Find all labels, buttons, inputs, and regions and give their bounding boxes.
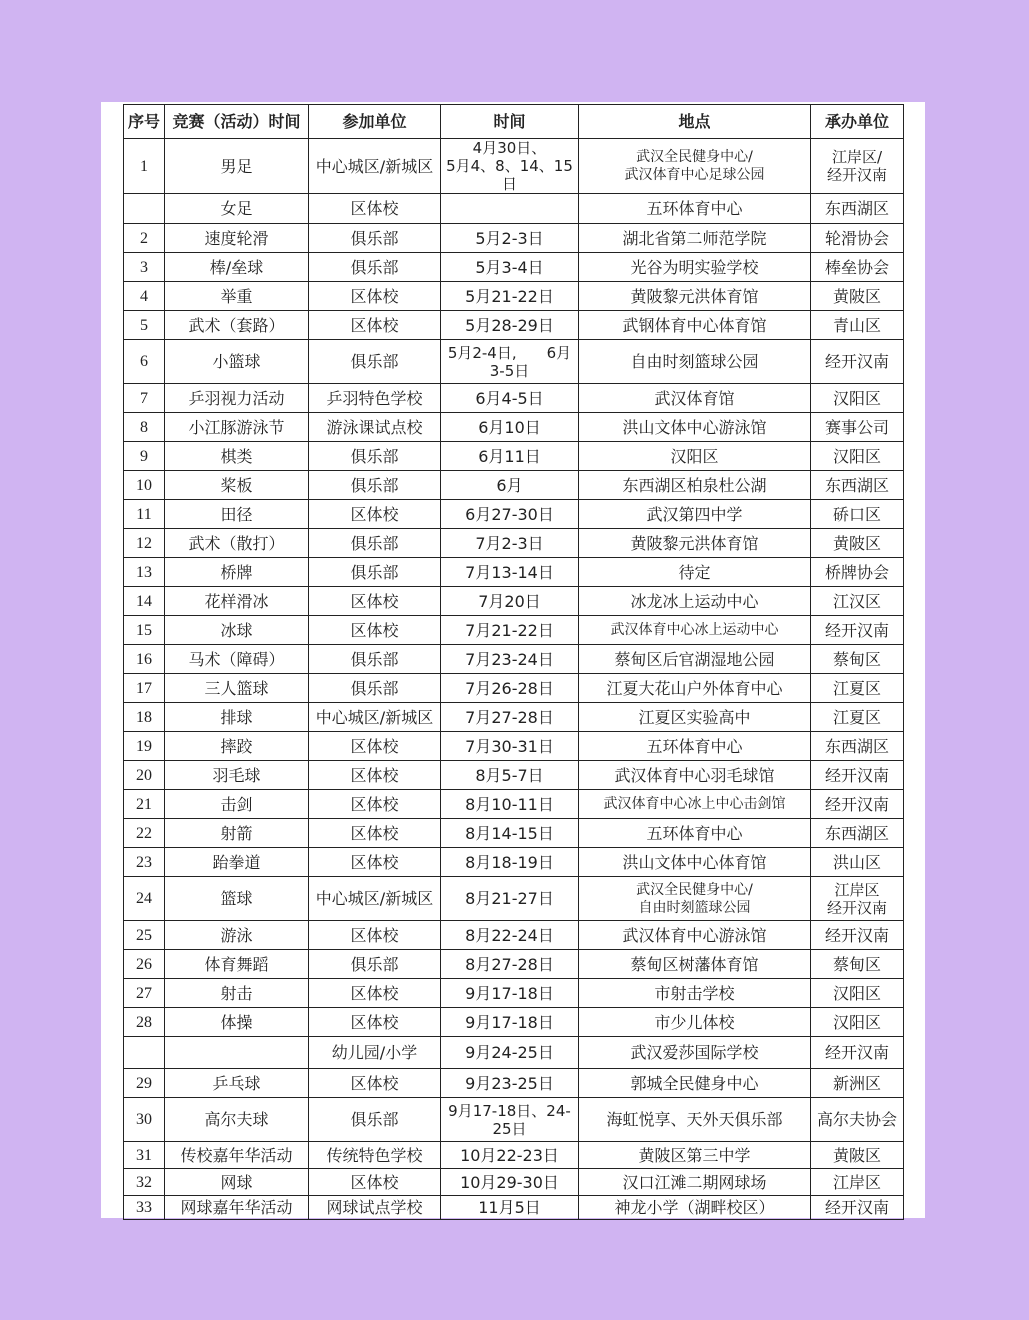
cell-place: 江夏大花山户外体育中心 <box>579 674 811 703</box>
cell-index: 4 <box>124 282 165 311</box>
cell-index: 20 <box>124 761 165 790</box>
cell-event: 体操 <box>165 1008 309 1037</box>
cell-index: 7 <box>124 384 165 413</box>
cell-event: 女足 <box>165 194 309 224</box>
cell-host: 江岸区 <box>811 1169 904 1196</box>
cell-index: 11 <box>124 500 165 529</box>
competition-schedule-table <box>123 104 904 1220</box>
cell-host: 轮滑协会 <box>811 224 904 253</box>
cell-host: 江夏区 <box>811 674 904 703</box>
table-row <box>124 732 904 761</box>
cell-event: 田径 <box>165 500 309 529</box>
cell-place: 东西湖区柏泉杜公湖 <box>579 471 811 500</box>
cell-unit: 传统特色学校 <box>309 1142 441 1169</box>
cell-index: 27 <box>124 979 165 1008</box>
cell-place: 武汉体育中心羽毛球馆 <box>579 761 811 790</box>
cell-unit: 区体校 <box>309 1169 441 1196</box>
cell-index: 14 <box>124 587 165 616</box>
cell-time: 6月11日 <box>441 442 579 471</box>
cell-unit: 区体校 <box>309 790 441 819</box>
cell-host: 桥牌协会 <box>811 558 904 587</box>
cell-index: 9 <box>124 442 165 471</box>
cell-time: 7月23-24日 <box>441 645 579 674</box>
table-row <box>124 558 904 587</box>
cell-host: 蔡甸区 <box>811 950 904 979</box>
cell-unit: 乒羽特色学校 <box>309 384 441 413</box>
cell-time: 5月2-3日 <box>441 224 579 253</box>
cell-time: 8月14-15日 <box>441 819 579 848</box>
cell-host: 洪山区 <box>811 848 904 877</box>
cell-event: 击剑 <box>165 790 309 819</box>
cell-unit: 俱乐部 <box>309 674 441 703</box>
cell-place: 五环体育中心 <box>579 194 811 224</box>
cell-event: 棋类 <box>165 442 309 471</box>
cell-index: 8 <box>124 413 165 442</box>
cell-event: 摔跤 <box>165 732 309 761</box>
table-row <box>124 616 904 645</box>
cell-host: 东西湖区 <box>811 819 904 848</box>
table-row <box>124 819 904 848</box>
cell-unit: 俱乐部 <box>309 224 441 253</box>
cell-place: 蔡甸区树藩体育馆 <box>579 950 811 979</box>
table-row <box>124 529 904 558</box>
cell-time: 5月21-22日 <box>441 282 579 311</box>
table-row <box>124 1098 904 1142</box>
cell-unit: 俱乐部 <box>309 1098 441 1142</box>
cell-time: 10月29-30日 <box>441 1169 579 1196</box>
cell-place: 武汉体育中心冰上中心击剑馆 <box>579 790 811 819</box>
table-row <box>124 848 904 877</box>
cell-unit: 区体校 <box>309 1069 441 1098</box>
table-row <box>124 950 904 979</box>
table-row <box>124 674 904 703</box>
cell-place: 神龙小学（湖畔校区） <box>579 1196 811 1220</box>
cell-place: 五环体育中心 <box>579 819 811 848</box>
cell-index: 24 <box>124 877 165 921</box>
cell-event: 三人篮球 <box>165 674 309 703</box>
table-row <box>124 1142 904 1169</box>
cell-index: 23 <box>124 848 165 877</box>
cell-place: 武汉全民健身中心/ 自由时刻篮球公园 <box>579 877 811 921</box>
cell-event: 体育舞蹈 <box>165 950 309 979</box>
cell-place: 冰龙冰上运动中心 <box>579 587 811 616</box>
cell-unit: 区体校 <box>309 616 441 645</box>
table-row <box>124 877 904 921</box>
cell-time: 9月23-25日 <box>441 1069 579 1098</box>
cell-host: 青山区 <box>811 311 904 340</box>
cell-event: 桨板 <box>165 471 309 500</box>
table-row <box>124 224 904 253</box>
cell-index: 10 <box>124 471 165 500</box>
cell-time: 8月10-11日 <box>441 790 579 819</box>
cell-place: 待定 <box>579 558 811 587</box>
cell-host: 高尔夫协会 <box>811 1098 904 1142</box>
cell-host: 赛事公司 <box>811 413 904 442</box>
table-row <box>124 1008 904 1037</box>
cell-unit: 中心城区/新城区 <box>309 139 441 194</box>
table-row <box>124 1169 904 1196</box>
cell-time: 5月3-4日 <box>441 253 579 282</box>
cell-event: 跆拳道 <box>165 848 309 877</box>
cell-unit: 区体校 <box>309 1008 441 1037</box>
cell-unit: 区体校 <box>309 500 441 529</box>
cell-event: 马术（障碍） <box>165 645 309 674</box>
cell-event: 冰球 <box>165 616 309 645</box>
cell-event: 花样滑冰 <box>165 587 309 616</box>
cell-host: 经开汉南 <box>811 790 904 819</box>
table-row <box>124 500 904 529</box>
cell-unit: 游泳课试点校 <box>309 413 441 442</box>
table-row <box>124 282 904 311</box>
cell-host: 蔡甸区 <box>811 645 904 674</box>
cell-unit: 俱乐部 <box>309 529 441 558</box>
cell-event: 桥牌 <box>165 558 309 587</box>
cell-unit: 俱乐部 <box>309 253 441 282</box>
cell-time: 9月24-25日 <box>441 1037 579 1069</box>
cell-unit: 俱乐部 <box>309 558 441 587</box>
cell-place: 洪山文体中心体育馆 <box>579 848 811 877</box>
cell-event: 传校嘉年华活动 <box>165 1142 309 1169</box>
cell-time: 9月17-18日、24- 25日 <box>441 1098 579 1142</box>
cell-index: 31 <box>124 1142 165 1169</box>
cell-time: 7月13-14日 <box>441 558 579 587</box>
cell-place: 蔡甸区后官湖湿地公园 <box>579 645 811 674</box>
cell-event: 男足 <box>165 139 309 194</box>
cell-host: 江汉区 <box>811 587 904 616</box>
cell-host: 经开汉南 <box>811 616 904 645</box>
cell-unit: 中心城区/新城区 <box>309 703 441 732</box>
cell-place: 武钢体育中心体育馆 <box>579 311 811 340</box>
document-sheet <box>101 102 925 1218</box>
cell-index <box>124 1037 165 1069</box>
cell-place: 市射击学校 <box>579 979 811 1008</box>
cell-index: 26 <box>124 950 165 979</box>
cell-time: 8月22-24日 <box>441 921 579 950</box>
cell-place: 五环体育中心 <box>579 732 811 761</box>
cell-host: 汉阳区 <box>811 384 904 413</box>
cell-time: 7月2-3日 <box>441 529 579 558</box>
cell-time: 6月10日 <box>441 413 579 442</box>
cell-place: 武汉第四中学 <box>579 500 811 529</box>
cell-host: 黄陂区 <box>811 1142 904 1169</box>
cell-event: 网球 <box>165 1169 309 1196</box>
cell-place: 武汉爱莎国际学校 <box>579 1037 811 1069</box>
cell-place: 武汉体育馆 <box>579 384 811 413</box>
cell-host: 经开汉南 <box>811 340 904 384</box>
cell-index: 21 <box>124 790 165 819</box>
cell-event: 网球嘉年华活动 <box>165 1196 309 1220</box>
cell-unit: 俱乐部 <box>309 442 441 471</box>
header-place: 地点 <box>579 105 811 139</box>
cell-index: 5 <box>124 311 165 340</box>
cell-time: 7月20日 <box>441 587 579 616</box>
table-row <box>124 703 904 732</box>
table-row <box>124 645 904 674</box>
table-row <box>124 340 904 384</box>
table-row <box>124 587 904 616</box>
cell-event: 武术（散打） <box>165 529 309 558</box>
cell-time: 11月5日 <box>441 1196 579 1220</box>
cell-unit: 区体校 <box>309 979 441 1008</box>
cell-index: 18 <box>124 703 165 732</box>
cell-place: 湖北省第二师范学院 <box>579 224 811 253</box>
table-row <box>124 790 904 819</box>
table-row <box>124 413 904 442</box>
cell-time <box>441 194 579 224</box>
table-row <box>124 1037 904 1069</box>
cell-unit: 区体校 <box>309 282 441 311</box>
cell-host: 汉阳区 <box>811 442 904 471</box>
cell-place: 武汉全民健身中心/ 武汉体育中心足球公园 <box>579 139 811 194</box>
cell-event: 举重 <box>165 282 309 311</box>
cell-place: 江夏区实验高中 <box>579 703 811 732</box>
table-row <box>124 1069 904 1098</box>
cell-event: 乒乓球 <box>165 1069 309 1098</box>
cell-host: 经开汉南 <box>811 761 904 790</box>
cell-index <box>124 194 165 224</box>
cell-unit: 俱乐部 <box>309 471 441 500</box>
cell-time: 8月27-28日 <box>441 950 579 979</box>
cell-host: 经开汉南 <box>811 1037 904 1069</box>
cell-place: 自由时刻篮球公园 <box>579 340 811 384</box>
cell-index: 16 <box>124 645 165 674</box>
cell-place: 汉口江滩二期网球场 <box>579 1169 811 1196</box>
cell-unit: 区体校 <box>309 194 441 224</box>
cell-host: 江岸区 经开汉南 <box>811 877 904 921</box>
cell-host: 东西湖区 <box>811 194 904 224</box>
cell-time: 7月30-31日 <box>441 732 579 761</box>
cell-index: 2 <box>124 224 165 253</box>
cell-index: 33 <box>124 1196 165 1220</box>
table-row <box>124 979 904 1008</box>
cell-event: 乒羽视力活动 <box>165 384 309 413</box>
cell-unit: 区体校 <box>309 921 441 950</box>
cell-place: 黄陂区第三中学 <box>579 1142 811 1169</box>
cell-place: 郭城全民健身中心 <box>579 1069 811 1098</box>
cell-time: 6月4-5日 <box>441 384 579 413</box>
cell-unit: 区体校 <box>309 311 441 340</box>
table-header-row <box>124 105 904 139</box>
cell-index: 13 <box>124 558 165 587</box>
cell-host: 棒垒协会 <box>811 253 904 282</box>
cell-event: 速度轮滑 <box>165 224 309 253</box>
cell-host: 东西湖区 <box>811 732 904 761</box>
cell-event: 武术（套路） <box>165 311 309 340</box>
cell-host: 东西湖区 <box>811 471 904 500</box>
cell-host: 经开汉南 <box>811 1196 904 1220</box>
cell-host: 汉阳区 <box>811 1008 904 1037</box>
table-row <box>124 921 904 950</box>
cell-event: 排球 <box>165 703 309 732</box>
cell-event: 高尔夫球 <box>165 1098 309 1142</box>
cell-time: 7月21-22日 <box>441 616 579 645</box>
cell-unit: 区体校 <box>309 732 441 761</box>
cell-index: 15 <box>124 616 165 645</box>
cell-time: 4月30日、 5月4、8、14、15日 <box>441 139 579 194</box>
table-row <box>124 194 904 224</box>
cell-index: 17 <box>124 674 165 703</box>
cell-unit: 俱乐部 <box>309 950 441 979</box>
cell-time: 8月18-19日 <box>441 848 579 877</box>
cell-place: 武汉体育中心冰上运动中心 <box>579 616 811 645</box>
cell-event: 射击 <box>165 979 309 1008</box>
header-index: 序号 <box>124 105 165 139</box>
header-time: 时间 <box>441 105 579 139</box>
cell-time: 6月 <box>441 471 579 500</box>
cell-time: 5月2-4日, 6月 3-5日 <box>441 340 579 384</box>
cell-index: 32 <box>124 1169 165 1196</box>
cell-unit: 区体校 <box>309 761 441 790</box>
cell-unit: 俱乐部 <box>309 340 441 384</box>
header-event: 竞赛（活动）时间 <box>165 105 309 139</box>
cell-unit: 中心城区/新城区 <box>309 877 441 921</box>
cell-event: 篮球 <box>165 877 309 921</box>
cell-time: 7月26-28日 <box>441 674 579 703</box>
table-row <box>124 761 904 790</box>
cell-place: 海虹悦享、天外天俱乐部 <box>579 1098 811 1142</box>
cell-index: 6 <box>124 340 165 384</box>
cell-event: 小江豚游泳节 <box>165 413 309 442</box>
cell-event: 羽毛球 <box>165 761 309 790</box>
cell-place: 黄陂黎元洪体育馆 <box>579 282 811 311</box>
cell-index: 12 <box>124 529 165 558</box>
cell-time: 8月5-7日 <box>441 761 579 790</box>
cell-index: 3 <box>124 253 165 282</box>
cell-time: 10月22-23日 <box>441 1142 579 1169</box>
table-row <box>124 471 904 500</box>
cell-place: 洪山文体中心游泳馆 <box>579 413 811 442</box>
cell-unit: 幼儿园/小学 <box>309 1037 441 1069</box>
cell-time: 8月21-27日 <box>441 877 579 921</box>
cell-index: 25 <box>124 921 165 950</box>
cell-event: 棒/垒球 <box>165 253 309 282</box>
cell-place: 光谷为明实验学校 <box>579 253 811 282</box>
cell-host: 新洲区 <box>811 1069 904 1098</box>
table-row <box>124 1196 904 1220</box>
cell-index: 28 <box>124 1008 165 1037</box>
cell-host: 江夏区 <box>811 703 904 732</box>
cell-unit: 区体校 <box>309 819 441 848</box>
cell-index: 22 <box>124 819 165 848</box>
cell-index: 1 <box>124 139 165 194</box>
cell-event <box>165 1037 309 1069</box>
cell-place: 汉阳区 <box>579 442 811 471</box>
cell-host: 汉阳区 <box>811 979 904 1008</box>
cell-place: 市少儿体校 <box>579 1008 811 1037</box>
cell-time: 9月17-18日 <box>441 979 579 1008</box>
cell-unit: 俱乐部 <box>309 645 441 674</box>
cell-index: 19 <box>124 732 165 761</box>
table-row <box>124 139 904 194</box>
cell-time: 5月28-29日 <box>441 311 579 340</box>
cell-unit: 区体校 <box>309 587 441 616</box>
cell-time: 6月27-30日 <box>441 500 579 529</box>
header-unit: 参加单位 <box>309 105 441 139</box>
cell-unit: 网球试点学校 <box>309 1196 441 1220</box>
cell-unit: 区体校 <box>309 848 441 877</box>
cell-place: 黄陂黎元洪体育馆 <box>579 529 811 558</box>
cell-host: 黄陂区 <box>811 529 904 558</box>
cell-event: 小篮球 <box>165 340 309 384</box>
cell-place: 武汉体育中心游泳馆 <box>579 921 811 950</box>
cell-event: 游泳 <box>165 921 309 950</box>
cell-time: 7月27-28日 <box>441 703 579 732</box>
table-row <box>124 442 904 471</box>
header-host: 承办单位 <box>811 105 904 139</box>
cell-index: 29 <box>124 1069 165 1098</box>
table-row <box>124 384 904 413</box>
cell-host: 经开汉南 <box>811 921 904 950</box>
cell-index: 30 <box>124 1098 165 1142</box>
table-row <box>124 253 904 282</box>
cell-host: 黄陂区 <box>811 282 904 311</box>
table-row <box>124 311 904 340</box>
cell-event: 射箭 <box>165 819 309 848</box>
cell-host: 江岸区/ 经开汉南 <box>811 139 904 194</box>
table-body <box>124 139 904 1220</box>
cell-host: 硚口区 <box>811 500 904 529</box>
cell-time: 9月17-18日 <box>441 1008 579 1037</box>
